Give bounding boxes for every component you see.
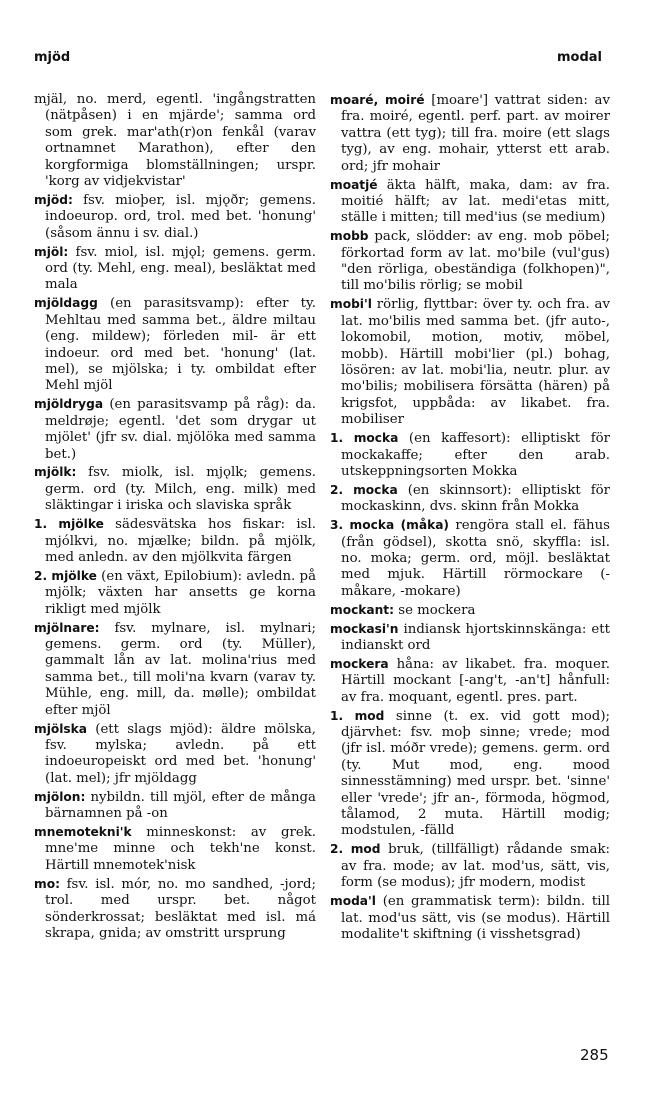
dictionary-entry	[330, 708, 610, 840]
dictionary-entry	[34, 568, 316, 618]
entry-text: fsv. mioþer, isl. mjǫðr; gemens. indoeurop. ord, trol. med bet. 'honung' (såsom ännu i sv. dial.)	[45, 192, 316, 241]
dictionary-entry	[330, 893, 610, 943]
entry-text: (en växt, Epilobium): avledn. på mjölk; växten har ansetts ge korna rikligt med mjölk	[45, 568, 316, 617]
entry-headword: mjölnare:	[34, 620, 100, 635]
page-number: 285	[580, 1046, 609, 1064]
entry-headword: 1. mocka	[330, 431, 399, 446]
dictionary-entry	[34, 244, 316, 294]
entry-headword: 2. mod	[330, 842, 381, 857]
entry-text: håna: av likabet. fra. moquer. Härtill mockant [-ang't, -an't] hånfull: av fra. moquant, egentl. pres. part.	[341, 656, 610, 705]
dictionary-entry	[330, 621, 610, 655]
entry-text: bruk, (tillfälligt) rådande smak: av fra. mode; av lat. mod'us, sätt, vis, form (se modus); jfr modern, modist	[341, 842, 610, 891]
entry-headword: 1. mjölke	[34, 517, 104, 532]
dictionary-entry	[330, 430, 610, 480]
dictionary-entry	[34, 620, 316, 719]
entry-headword: mjöldryga	[34, 397, 104, 412]
dictionary-entry	[34, 824, 316, 874]
entry-headword: moda'l	[330, 894, 376, 909]
entry-text: (en parasitsvamp på råg): da. meldrøje; egentl. 'det som drygar ut mjölet' (jfr sv. dial. mjölöka med samma bet.)	[45, 397, 316, 462]
guideword-right: modal	[556, 50, 602, 65]
dictionary-entry	[330, 177, 610, 227]
entry-text: sinne (t. ex. vid gott mod); djärvhet: fsv. moþ sinne; vrede; mod (jfr isl. móðr vrede); gemens. germ. ord (ty. Mut mod, eng. mood sinnesstämning) med urspr. bet. 'sinne' eller 'vrede'; jfr an-, förmoda, högmod, tålamod, 2 muta. Härtill modig; modstulen, -fälld	[341, 708, 610, 839]
dictionary-entry	[34, 92, 316, 190]
dictionary-entry	[34, 721, 316, 788]
entry-text: se mockera	[398, 602, 476, 618]
entry-text: fsv. miolk, isl. mjǫlk; gemens. germ. ord (ty. Milch, eng. milk) med släktingar i iriska och slaviska språk	[45, 465, 316, 514]
entry-headword: 2. mocka	[330, 482, 398, 497]
entry-text: (en kaffesort): elliptiskt för mockakaffe; efter den arab. utskeppningsorten Mokka	[341, 431, 610, 479]
entry-text: (ett slags mjöd): äldre mölska, fsv. mylska; avledn. på ett indoeuropeiskt ord med bet. 'honung' (lat. mel); jfr mjöldagg	[45, 721, 316, 786]
right-column	[330, 92, 610, 945]
dictionary-entry	[330, 296, 610, 428]
dictionary-entry	[330, 92, 610, 175]
entry-headword: mjöl:	[34, 244, 69, 259]
entry-headword: mjölk:	[34, 465, 77, 480]
entry-headword: 3. mocka (måka)	[330, 518, 449, 533]
dictionary-entry	[34, 396, 316, 463]
left-column	[34, 92, 316, 944]
entry-headword: mobi'l	[330, 297, 372, 312]
entry-text: rörlig, flyttbar: över ty. och fra. av lat. mo'bilis med samma bet. (jfr auto-, lokomobil, motion, motiv, möbel, mobb). Härtill mobi'lier (pl.) bohag, lösören: av lat. mobi'lia, neutr. plur. av mo'bilis; mobilisera försätta (hären) på krigsfot, uppbåda: av likabet. fra. mobiliser	[341, 297, 610, 428]
entry-text: fsv. isl. mór, no. mo sandhed, -jord; trol. med urspr. bet. något sönderkrossat; besläktat med isl. má skrapa, gnida; av omstritt ursprung	[45, 876, 316, 941]
entry-headword: mjölon:	[34, 789, 86, 804]
entry-headword: mo:	[34, 876, 60, 891]
entry-text: (en skinnsort): elliptiskt för mockaskinn, dvs. skinn från Mokka	[341, 482, 610, 515]
entry-text: fsv. miol, isl. mjǫl; gemens. germ. ord (ty. Mehl, eng. meal), besläktat med mala	[45, 244, 316, 293]
dictionary-entry	[330, 841, 610, 891]
entry-headword: 2. mjölke	[34, 568, 97, 583]
dictionary-entry	[34, 876, 316, 943]
dictionary-entry	[34, 464, 316, 514]
entry-text: minneskonst: av grek. mne'me minne och tekh'ne konst. Härtill mnemotek'nisk	[45, 824, 316, 873]
entry-headword: mjöldagg	[34, 296, 98, 311]
entry-text: (en parasitsvamp): efter ty. Mehltau med samma bet., äldre miltau (eng. mildew); förleden mil- är ett indoeur. ord med bet. 'honung' (lat. mel), se mjölska; i ty. ombildat efter Mehl mjöl	[45, 296, 316, 394]
entry-text: sädesvätska hos fiskar: isl. mjólkvi, no. mjælke; bildn. på mjölk, med anledn. av den mjölkvita färgen	[45, 517, 316, 565]
dictionary-entry	[34, 295, 316, 394]
entry-text: mjäl, no. merd, egentl. 'ingångstratten (nätpåsen) i en mjärde'; samma ord som grek. mar'ath(r)on fenkål (varav ortnamnet Marathon), efter den korgformiga blomställningen; urspr. 'korg av vidjekvistar'	[34, 92, 316, 190]
guideword-left: mjöd	[34, 50, 71, 65]
entry-headword: mockera	[330, 656, 389, 671]
entry-text: äkta hälft, maka, dam: av fra. moitié hälft; av lat. medi'etas mitt, ställe i mitten; till med'ius (se medium)	[341, 177, 610, 226]
entry-text: fsv. mylnare, isl. mylnari; gemens. germ. ord (ty. Müller), gammalt lån av lat. molina'rius med samma bet., till moli'na kvarn (varav ty. Mühle, eng. mill, da. mølle); ombildat efter mjöl	[45, 620, 316, 718]
entry-headword: 1. mod	[330, 708, 385, 723]
dictionary-entry	[330, 228, 610, 295]
dictionary-entry	[34, 789, 316, 823]
entry-headword: mockasi'n	[330, 621, 399, 636]
entry-text: nybildn. till mjöl, efter de många bärnamnen på -on	[45, 789, 316, 822]
entry-headword: moaré, moiré	[330, 93, 425, 107]
entry-text: (en grammatisk term): bildn. till lat. mod'us sätt, vis (se modus). Härtill modalite't skiftning (i visshetsgrad)	[341, 894, 610, 942]
dictionary-entry	[34, 192, 316, 242]
dictionary-entry	[330, 602, 610, 619]
entry-text: [moare'] vattrat siden: av fra. moiré, egentl. perf. part. av moirer vattra (ett tyg); till fra. moire (ett slags tyg), av eng. mohair, ytterst ett arab. ord; jfr mohair	[341, 93, 610, 174]
entry-text: pack, slödder: av eng. mob pöbel; förkortad form av lat. mo'bile (vul'gus) "den rörliga, obeständiga (folkhopen)", till mo'bilis rörlig; se mobil	[341, 229, 610, 294]
entry-headword: mobb	[330, 229, 369, 244]
dictionary-entry	[330, 482, 610, 516]
dictionary-entry	[330, 656, 610, 706]
dictionary-entry	[330, 517, 610, 600]
dictionary-entry	[34, 516, 316, 566]
entry-headword: mjölska	[34, 721, 88, 736]
entry-headword: mockant:	[330, 602, 395, 617]
entry-headword: mnemotekni'k	[34, 824, 132, 839]
entry-headword: moatjé	[330, 177, 378, 192]
entry-headword: mjöd:	[34, 192, 73, 207]
entry-text: indiansk hjortskinnskänga: ett indianskt ord	[341, 621, 610, 653]
entry-text: rengöra stall el. fähus (från gödsel), skotta snö, skyffla: isl. no. moka; germ. ord, möjl. besläktat med mjuk. Härtill rörmockare (-måkare, -mokare)	[341, 518, 610, 599]
